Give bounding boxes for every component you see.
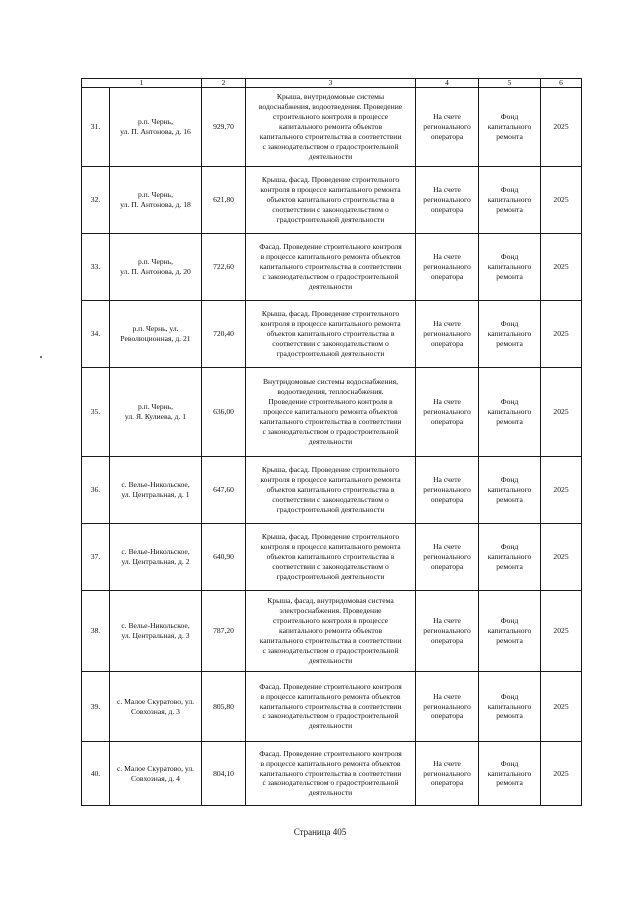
customer-line: Фонд xyxy=(500,319,519,329)
table-row xyxy=(82,167,582,234)
address-line: р.п. Чернь, ул. xyxy=(132,324,179,334)
customer-line: Фонд xyxy=(500,397,519,407)
customer-cell xyxy=(479,742,541,806)
repair-program-table xyxy=(81,78,582,806)
customer-line: ремонта xyxy=(496,204,523,214)
works-line: контроля в процессе капитального ремонта xyxy=(260,475,401,485)
works-line: строительного контроля в процессе xyxy=(272,616,389,626)
year-cell: 2025 xyxy=(541,301,582,368)
works-line: электроснабжения. Проведение xyxy=(279,606,382,616)
funding-source-line: оператора xyxy=(430,338,464,348)
year-cell: 2025 xyxy=(541,672,582,742)
works-line: капитального строительства в соответствии xyxy=(259,131,402,141)
customer-line: капитального xyxy=(487,407,532,417)
address-cell xyxy=(110,167,202,234)
funding-source-line: оператора xyxy=(430,131,464,141)
customer-line: капитального xyxy=(487,329,532,339)
area-cell: 636,00 xyxy=(202,368,246,457)
address-line: с. Малое Скуратово, ул. xyxy=(117,696,195,706)
address-line: ул. Центральная, д. 3 xyxy=(121,631,190,640)
row-number-cell: 35. xyxy=(82,368,110,457)
table-row xyxy=(82,88,582,167)
funding-source-cell xyxy=(416,234,479,301)
funding-source-line: регионального xyxy=(423,329,471,339)
table-row xyxy=(82,234,582,301)
funding-source-line: регионального xyxy=(423,262,471,272)
customer-cell xyxy=(479,301,541,368)
header-cell-2: 2 xyxy=(202,79,246,88)
area-cell: 621,80 xyxy=(202,167,246,234)
works-line: объектов капитального строительства в xyxy=(266,329,395,339)
funding-source-line: оператора xyxy=(430,494,464,504)
address-line: р.п. Чернь, xyxy=(137,257,174,267)
table-row xyxy=(82,524,582,591)
funding-source-line: регионального xyxy=(423,407,471,417)
customer-line: капитального xyxy=(487,195,532,205)
works-line: контроля в процессе капитального ремонта xyxy=(260,185,401,195)
customer-line: ремонта xyxy=(496,635,523,645)
address-cell xyxy=(110,457,202,524)
works-line: с законодательством о градостроительной xyxy=(262,141,399,151)
funding-source-cell xyxy=(416,524,479,591)
area-cell: 720,40 xyxy=(202,301,246,368)
works-line: капитального строительства в соответствии xyxy=(259,262,402,272)
address-cell xyxy=(110,88,202,167)
table-row xyxy=(82,301,582,368)
address-line: ул. Я. Кулиева, д. 1 xyxy=(124,412,187,421)
address-line: с. Велье-Никольское, xyxy=(121,480,190,490)
works-cell xyxy=(246,368,416,457)
works-line: процессе капитального ремонта объектов xyxy=(263,407,398,417)
funding-source-line: регионального xyxy=(423,701,471,711)
works-line: Крыша, фасад. Проведение строительного xyxy=(261,309,400,319)
customer-line: Фонд xyxy=(500,616,519,626)
funding-source-line: оператора xyxy=(430,271,464,281)
address-line: Революционная, д. 21 xyxy=(120,334,191,343)
funding-source-cell xyxy=(416,672,479,742)
customer-line: Фонд xyxy=(500,112,519,122)
customer-cell xyxy=(479,167,541,234)
header-row xyxy=(82,79,582,88)
customer-line: капитального xyxy=(487,552,532,562)
works-line: капитального строительства в соответствии xyxy=(259,768,402,778)
funding-source-line: На счете xyxy=(433,542,461,552)
works-line: соответствии с законодательством о xyxy=(272,561,389,571)
works-cell xyxy=(246,234,416,301)
works-line: с законодательством о градостроительной xyxy=(262,778,399,788)
funding-source-line: На счете xyxy=(433,475,461,485)
works-line: Фасад. Проведение строительного контроля xyxy=(259,681,402,691)
address-cell xyxy=(110,234,202,301)
address-line: р.п. Чернь, xyxy=(137,117,174,127)
year-cell: 2025 xyxy=(541,742,582,806)
works-line: градостроительной деятельности xyxy=(276,214,385,224)
works-line: Крыша, внутридомовые системы xyxy=(276,92,385,102)
works-line: деятельности xyxy=(308,151,353,161)
funding-source-line: регионального xyxy=(423,485,471,495)
works-line: объектов капитального строительства в xyxy=(266,552,395,562)
customer-cell xyxy=(479,88,541,167)
works-cell xyxy=(246,88,416,167)
row-number-cell: 33. xyxy=(82,234,110,301)
address-line: с. Велье-Никольское, xyxy=(121,547,190,557)
works-line: соответствии с законодательством о xyxy=(272,204,389,214)
table-row xyxy=(82,457,582,524)
works-line: капитального строительства в соответствии xyxy=(259,416,402,426)
customer-line: капитального xyxy=(487,485,532,495)
header-cell-4: 4 xyxy=(416,79,479,88)
address-cell xyxy=(110,672,202,742)
funding-source-cell xyxy=(416,88,479,167)
funding-source-cell xyxy=(416,591,479,672)
works-line: Внутридомовые системы водоснабжения, xyxy=(262,377,399,387)
works-line: капитального строительства в соответствии xyxy=(259,635,402,645)
customer-line: ремонта xyxy=(496,494,523,504)
works-line: деятельности xyxy=(308,721,353,731)
works-line: Фасад. Проведение строительного контроля xyxy=(259,242,402,252)
area-cell: 929,70 xyxy=(202,88,246,167)
works-line: контроля в процессе капитального ремонта xyxy=(260,542,401,552)
works-line: строительного контроля в процессе xyxy=(272,112,389,122)
works-line: с законодательством о градостроительной xyxy=(262,645,399,655)
works-cell xyxy=(246,167,416,234)
customer-line: Фонд xyxy=(500,691,519,701)
row-number-cell: 40. xyxy=(82,742,110,806)
address-line: ул. Центральная, д. 2 xyxy=(121,557,190,566)
funding-source-line: регионального xyxy=(423,768,471,778)
funding-source-line: На счете xyxy=(433,397,461,407)
header-cell-1: 1 xyxy=(82,79,202,88)
works-line: в процессе капитального ремонта объектов xyxy=(260,758,401,768)
address-line: ул. П. Антонова, д. 16 xyxy=(120,127,191,136)
row-number-cell: 38. xyxy=(82,591,110,672)
customer-line: ремонта xyxy=(496,416,523,426)
table-row xyxy=(82,591,582,672)
header-cell-5: 5 xyxy=(479,79,541,88)
funding-source-line: оператора xyxy=(430,204,464,214)
row-number-cell: 37. xyxy=(82,524,110,591)
works-line: Крыша, фасад. Проведение строительного xyxy=(261,465,400,475)
table-row xyxy=(82,742,582,806)
table-row xyxy=(82,672,582,742)
works-line: капитального строительства в соответствии xyxy=(259,701,402,711)
works-line: объектов капитального строительства в xyxy=(266,485,395,495)
funding-source-line: На счете xyxy=(433,691,461,701)
customer-line: Фонд xyxy=(500,185,519,195)
funding-source-line: На счете xyxy=(433,185,461,195)
customer-line: Фонд xyxy=(500,475,519,485)
funding-source-line: На счете xyxy=(433,616,461,626)
address-cell xyxy=(110,742,202,806)
works-line: градостроительной деятельности xyxy=(276,571,385,581)
area-cell: 722,60 xyxy=(202,234,246,301)
funding-source-cell xyxy=(416,742,479,806)
works-line: с законодательством о градостроительной xyxy=(262,271,399,281)
customer-cell xyxy=(479,591,541,672)
customer-cell xyxy=(479,672,541,742)
works-line: Крыша, фасад. Проведение строительного xyxy=(261,532,400,542)
address-line: р.п. Чернь, xyxy=(137,190,174,200)
row-number-cell: 39. xyxy=(82,672,110,742)
works-line: в процессе капитального ремонта объектов xyxy=(260,691,401,701)
customer-cell xyxy=(479,368,541,457)
year-cell: 2025 xyxy=(541,524,582,591)
customer-line: ремонта xyxy=(496,271,523,281)
customer-line: капитального xyxy=(487,626,532,636)
header-cell-3: 3 xyxy=(246,79,416,88)
works-line: с законодательством о градостроительной xyxy=(262,711,399,721)
area-cell: 647,60 xyxy=(202,457,246,524)
row-number-cell: 32. xyxy=(82,167,110,234)
address-line: с. Малое Скуратово, ул. xyxy=(117,763,195,773)
year-cell: 2025 xyxy=(541,368,582,457)
funding-source-cell xyxy=(416,301,479,368)
works-line: в процессе капитального ремонта объектов xyxy=(260,252,401,262)
works-line: Крыша, фасад, внутридомовая система xyxy=(267,596,394,606)
page-number: Страница 405 xyxy=(293,827,347,837)
works-line: Проведение строительного контроля в xyxy=(268,397,393,407)
year-cell: 2025 xyxy=(541,88,582,167)
address-cell xyxy=(110,301,202,368)
funding-source-line: оператора xyxy=(430,711,464,721)
funding-source-line: оператора xyxy=(430,778,464,788)
customer-line: капитального xyxy=(487,701,532,711)
funding-source-line: На счете xyxy=(433,319,461,329)
customer-line: капитального xyxy=(487,768,532,778)
area-cell: 805,80 xyxy=(202,672,246,742)
address-line: р.п. Чернь, xyxy=(137,402,174,412)
address-line: с. Велье-Никольское, xyxy=(121,621,190,631)
customer-line: Фонд xyxy=(500,758,519,768)
area-cell: 804,10 xyxy=(202,742,246,806)
customer-cell xyxy=(479,234,541,301)
customer-line: ремонта xyxy=(496,778,523,788)
works-cell xyxy=(246,301,416,368)
customer-line: Фонд xyxy=(500,252,519,262)
funding-source-cell xyxy=(416,368,479,457)
address-cell xyxy=(110,591,202,672)
customer-line: капитального xyxy=(487,262,532,272)
funding-source-line: регионального xyxy=(423,552,471,562)
works-line: соответствии с законодательством о xyxy=(272,494,389,504)
year-cell: 2025 xyxy=(541,167,582,234)
works-line: объектов капитального строительства в xyxy=(266,195,395,205)
table-row xyxy=(82,368,582,457)
address-cell xyxy=(110,368,202,457)
customer-line: ремонта xyxy=(496,561,523,571)
works-line: соответствии с законодательством о xyxy=(272,338,389,348)
address-line: ул. Центральная, д. 1 xyxy=(121,490,190,499)
works-cell xyxy=(246,672,416,742)
customer-line: капитального xyxy=(487,122,532,132)
works-line: деятельности xyxy=(308,788,353,798)
customer-line: ремонта xyxy=(496,711,523,721)
funding-source-line: оператора xyxy=(430,416,464,426)
funding-source-line: На счете xyxy=(433,252,461,262)
works-line: деятельности xyxy=(308,281,353,291)
works-line: водоснабжения, водоотведения. Проведение xyxy=(258,102,403,112)
row-number-cell: 31. xyxy=(82,88,110,167)
works-cell xyxy=(246,457,416,524)
works-line: градостроительной деятельности xyxy=(276,348,385,358)
funding-source-line: регионального xyxy=(423,626,471,636)
works-cell xyxy=(246,742,416,806)
scan-speck xyxy=(40,356,42,358)
address-line: Совхозная, д. 4 xyxy=(131,773,180,783)
works-line: капитального ремонта объектов xyxy=(279,626,383,636)
works-line: деятельности xyxy=(308,436,353,446)
customer-cell xyxy=(479,457,541,524)
customer-line: ремонта xyxy=(496,131,523,141)
year-cell: 2025 xyxy=(541,591,582,672)
year-cell: 2025 xyxy=(541,234,582,301)
address-cell xyxy=(110,524,202,591)
works-line: Крыша, фасад. Проведение строительного xyxy=(261,175,400,185)
customer-line: Фонд xyxy=(500,542,519,552)
funding-source-cell xyxy=(416,457,479,524)
works-cell xyxy=(246,524,416,591)
area-cell: 640,90 xyxy=(202,524,246,591)
customer-cell xyxy=(479,524,541,591)
funding-source-cell xyxy=(416,167,479,234)
area-cell: 787,20 xyxy=(202,591,246,672)
address-line: ул. П. Антонова, д. 20 xyxy=(120,267,191,276)
header-cell-6: 6 xyxy=(541,79,582,88)
funding-source-line: оператора xyxy=(430,561,464,571)
works-line: контроля в процессе капитального ремонта xyxy=(260,319,401,329)
works-cell xyxy=(246,591,416,672)
address-line: Совхозная, д. 3 xyxy=(131,706,180,716)
works-line: капитального ремонта объектов xyxy=(279,122,383,132)
funding-source-line: оператора xyxy=(430,635,464,645)
year-cell: 2025 xyxy=(541,457,582,524)
row-number-cell: 34. xyxy=(82,301,110,368)
funding-source-line: На счете xyxy=(433,112,461,122)
funding-source-line: регионального xyxy=(423,122,471,132)
address-line: ул. П. Антонова, д. 18 xyxy=(120,200,191,209)
customer-line: ремонта xyxy=(496,338,523,348)
works-line: деятельности xyxy=(308,655,353,665)
works-line: градостроительной деятельности xyxy=(276,504,385,514)
works-line: водоотведения, теплоснабжения. xyxy=(277,387,384,397)
works-line: Фасад. Проведение строительного контроля xyxy=(259,748,402,758)
works-line: с законодательством о градостроительной xyxy=(262,426,399,436)
row-number-cell: 36. xyxy=(82,457,110,524)
funding-source-line: регионального xyxy=(423,195,471,205)
funding-source-line: На счете xyxy=(433,758,461,768)
